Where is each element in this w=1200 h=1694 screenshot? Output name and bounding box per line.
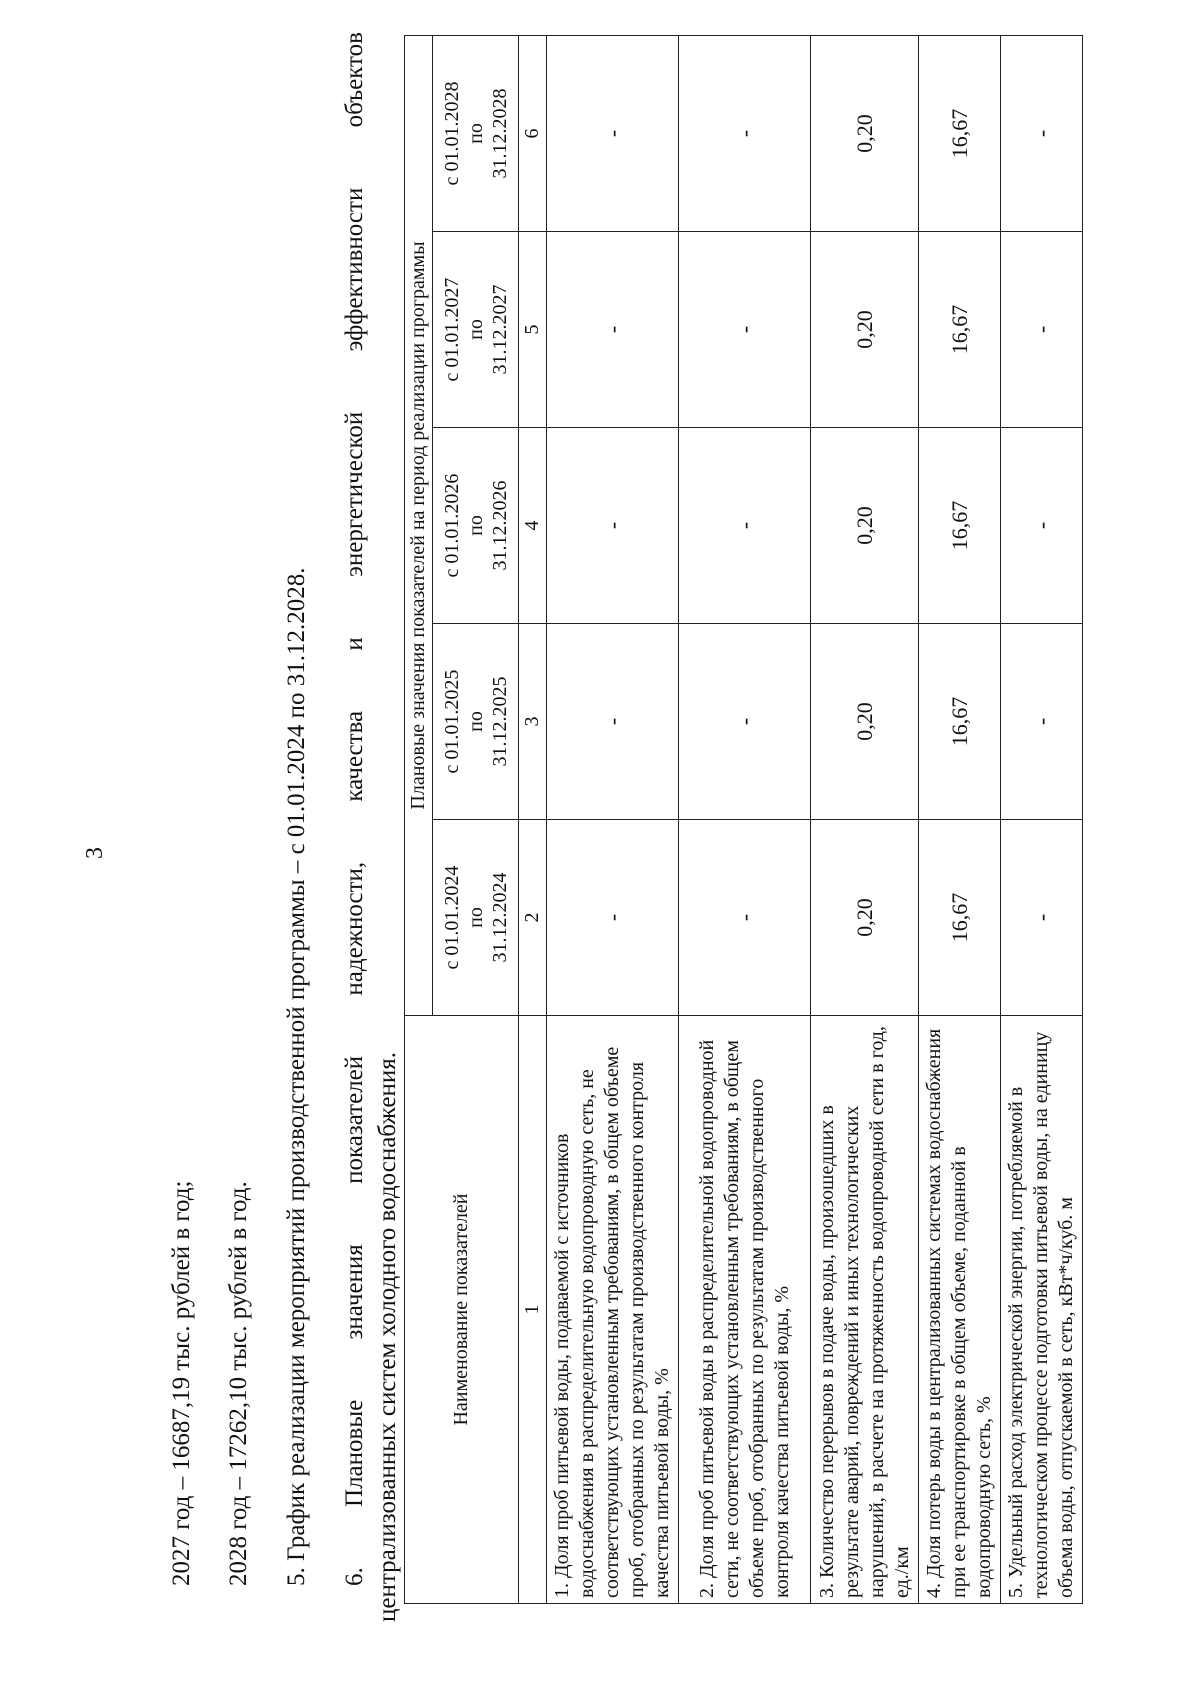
column-number: 3 [519,624,547,820]
heading-word: Плановые [341,1399,368,1507]
heading-word: эффективности [341,187,368,352]
heading-word: показателей [341,1055,368,1184]
indicator-value: - [679,428,811,624]
table-row [547,35,679,1603]
indicator-value: - [547,428,679,624]
indicator-value: 0,20 [811,35,919,231]
section-5-paragraph: 5. График реализации мероприятий производственной программы – с 01.01.2024 по 31.12.2028. [283,567,310,1586]
header-planned-values: Плановые значения показателей на период реализации программы [405,35,433,1015]
header-period-2027: с 01.01.2027 по 31.12.2027 [433,232,519,428]
table-row [1001,35,1083,1603]
heading-word: надежности, [341,861,368,996]
indicator-value: 0,20 [811,232,919,428]
heading-line-1 [338,32,371,1622]
column-number: 1 [519,1016,547,1604]
indicator-value: 16,67 [919,624,1001,820]
indicator-name: 4. Доля потерь воды в централизованных системах водоснабжения при ее транспортировке в общем объеме, поданной в водопроводную сеть, % [919,1016,1001,1604]
indicator-value: - [547,820,679,1016]
table-row [679,35,811,1603]
column-number: 4 [519,428,547,624]
table-row [811,35,919,1603]
indicator-value: - [1001,624,1083,820]
heading-word: качества [341,710,368,802]
heading-line-2: централизованных систем холодного водоснабжения. [374,1052,401,1622]
header-period-2028: с 01.01.2028 по 31.12.2028 [433,35,519,231]
indicator-value: 16,67 [919,820,1001,1016]
indicators-table [404,35,1083,1604]
text-line-2028: 2028 год – 17262,10 тыс. рублей в год. [225,1181,252,1586]
heading-word: объектов [341,32,368,128]
indicator-name: 5. Удельный расход электрической энергии, потребляемой в технологическом процессе подготовки питьевой воды, на единицу объема воды, отпускаемой в сеть, кВт*ч/куб. м [1001,1016,1083,1604]
heading-word: 6. [341,1567,368,1586]
heading-word: энергетической [341,411,368,577]
section-6-heading [338,32,404,1622]
indicator-name: 2. Доля проб питьевой воды в распределительной водопроводной сети, не соответствующих установленным требованиям, в общем объеме проб, отобранных по результатам производственного контроля качества питьевой воды, % [679,1016,811,1604]
column-number: 2 [519,820,547,1016]
indicator-name: 3. Количество перерывов в подаче воды, произошедших в результате аварий, повреждений и иных технологических нарушений, в расчете на протяженность водопроводной сети в год, ед./км [811,1016,919,1604]
indicator-value: 0,20 [811,820,919,1016]
indicator-value: 16,67 [919,428,1001,624]
indicator-value: - [679,624,811,820]
indicator-value: 0,20 [811,624,919,820]
indicator-value: - [547,35,679,231]
indicator-value: - [547,232,679,428]
indicator-value: - [1001,35,1083,231]
indicator-value: - [679,232,811,428]
header-period-2024: с 01.01.2024 по 31.12.2024 [433,820,519,1016]
column-number: 5 [519,232,547,428]
indicator-value: 0,20 [811,428,919,624]
header-period-2026: с 01.01.2026 по 31.12.2026 [433,428,519,624]
indicator-value: 16,67 [919,35,1001,231]
page-number: 3 [82,847,108,859]
header-indicator-name: Наименование показателей [405,1016,519,1604]
indicator-name: 1. Доля проб питьевой воды, подаваемой с источников водоснабжения в распределительную водопроводную сеть, не соответствующих установленным требованиям, в общем объеме проб, отобранных по результатам производственного контроля качества питьевой воды, % [547,1016,679,1604]
indicator-value: - [679,820,811,1016]
indicator-value: - [1001,428,1083,624]
indicator-value: 16,67 [919,232,1001,428]
column-number: 6 [519,35,547,231]
header-period-2025: с 01.01.2025 по 31.12.2025 [433,624,519,820]
heading-word: и [341,637,368,651]
indicator-value: - [547,624,679,820]
text-line-2027: 2027 год – 16687,19 тыс. рублей в год; [168,1180,195,1586]
heading-word: значения [341,1244,368,1340]
indicator-value: - [1001,820,1083,1016]
indicator-value: - [679,35,811,231]
indicator-value: - [1001,232,1083,428]
table-row [919,35,1001,1603]
